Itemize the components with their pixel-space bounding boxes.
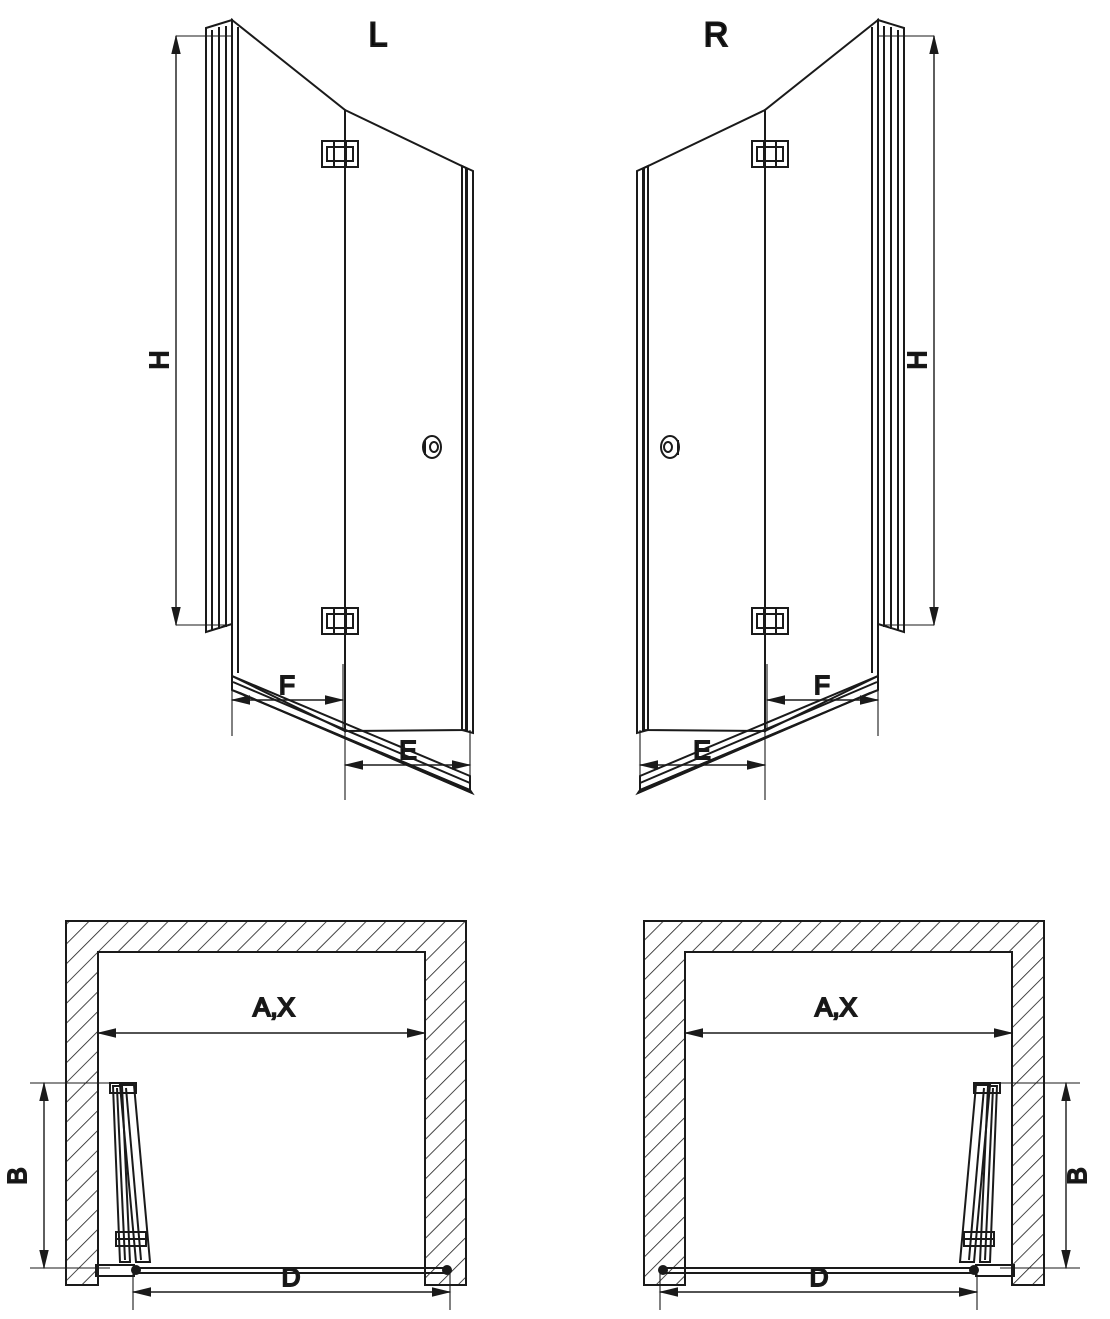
wall-profile-left — [206, 20, 232, 632]
label-D-right: D — [809, 1262, 829, 1292]
elevation-view-right — [637, 16, 934, 800]
view-title-right: R — [703, 16, 729, 54]
wall-hatched-right — [644, 921, 1044, 1285]
wall-profile-right — [878, 20, 904, 632]
plan-view-left — [2, 921, 466, 1310]
door-glass-panel-left — [345, 110, 466, 731]
folded-door-leaves-right — [960, 1085, 997, 1262]
label-B-right: B — [1062, 1167, 1092, 1185]
plan-hinge-bottom-right — [964, 1232, 994, 1246]
door-glass-panel-right — [644, 110, 765, 731]
label-H-left: H — [144, 350, 174, 370]
fixed-glass-panel-right — [765, 20, 878, 731]
fixed-glass-panel-left — [232, 20, 345, 731]
label-D-left: D — [281, 1262, 301, 1292]
hinge-top-right — [752, 141, 788, 167]
label-AX-right: A,X — [815, 992, 857, 1022]
label-AX-left: A,X — [253, 992, 295, 1022]
floor-track-right — [659, 1265, 1014, 1276]
hinge-bottom-right — [752, 608, 788, 634]
wall-hatched-left — [66, 921, 466, 1285]
hinge-top-left — [322, 141, 358, 167]
plan-hinge-bottom-left — [116, 1232, 146, 1246]
view-title-left: L — [368, 16, 388, 54]
elevation-view-left — [144, 16, 473, 800]
door-knob-left — [423, 436, 441, 458]
door-edge-profile-right — [637, 166, 648, 733]
label-B-left: B — [2, 1167, 32, 1185]
floor-track-left — [96, 1265, 451, 1276]
label-H-right: H — [902, 350, 932, 370]
label-E-left: E — [399, 735, 417, 765]
door-edge-profile-left — [462, 166, 473, 733]
door-knob-right — [661, 436, 679, 458]
label-F-right: F — [814, 670, 830, 700]
folded-door-leaves-left — [113, 1085, 150, 1262]
label-E-right: E — [693, 735, 711, 765]
plan-view-right — [644, 921, 1092, 1310]
label-F-left: F — [279, 670, 295, 700]
hinge-bottom-left — [322, 608, 358, 634]
